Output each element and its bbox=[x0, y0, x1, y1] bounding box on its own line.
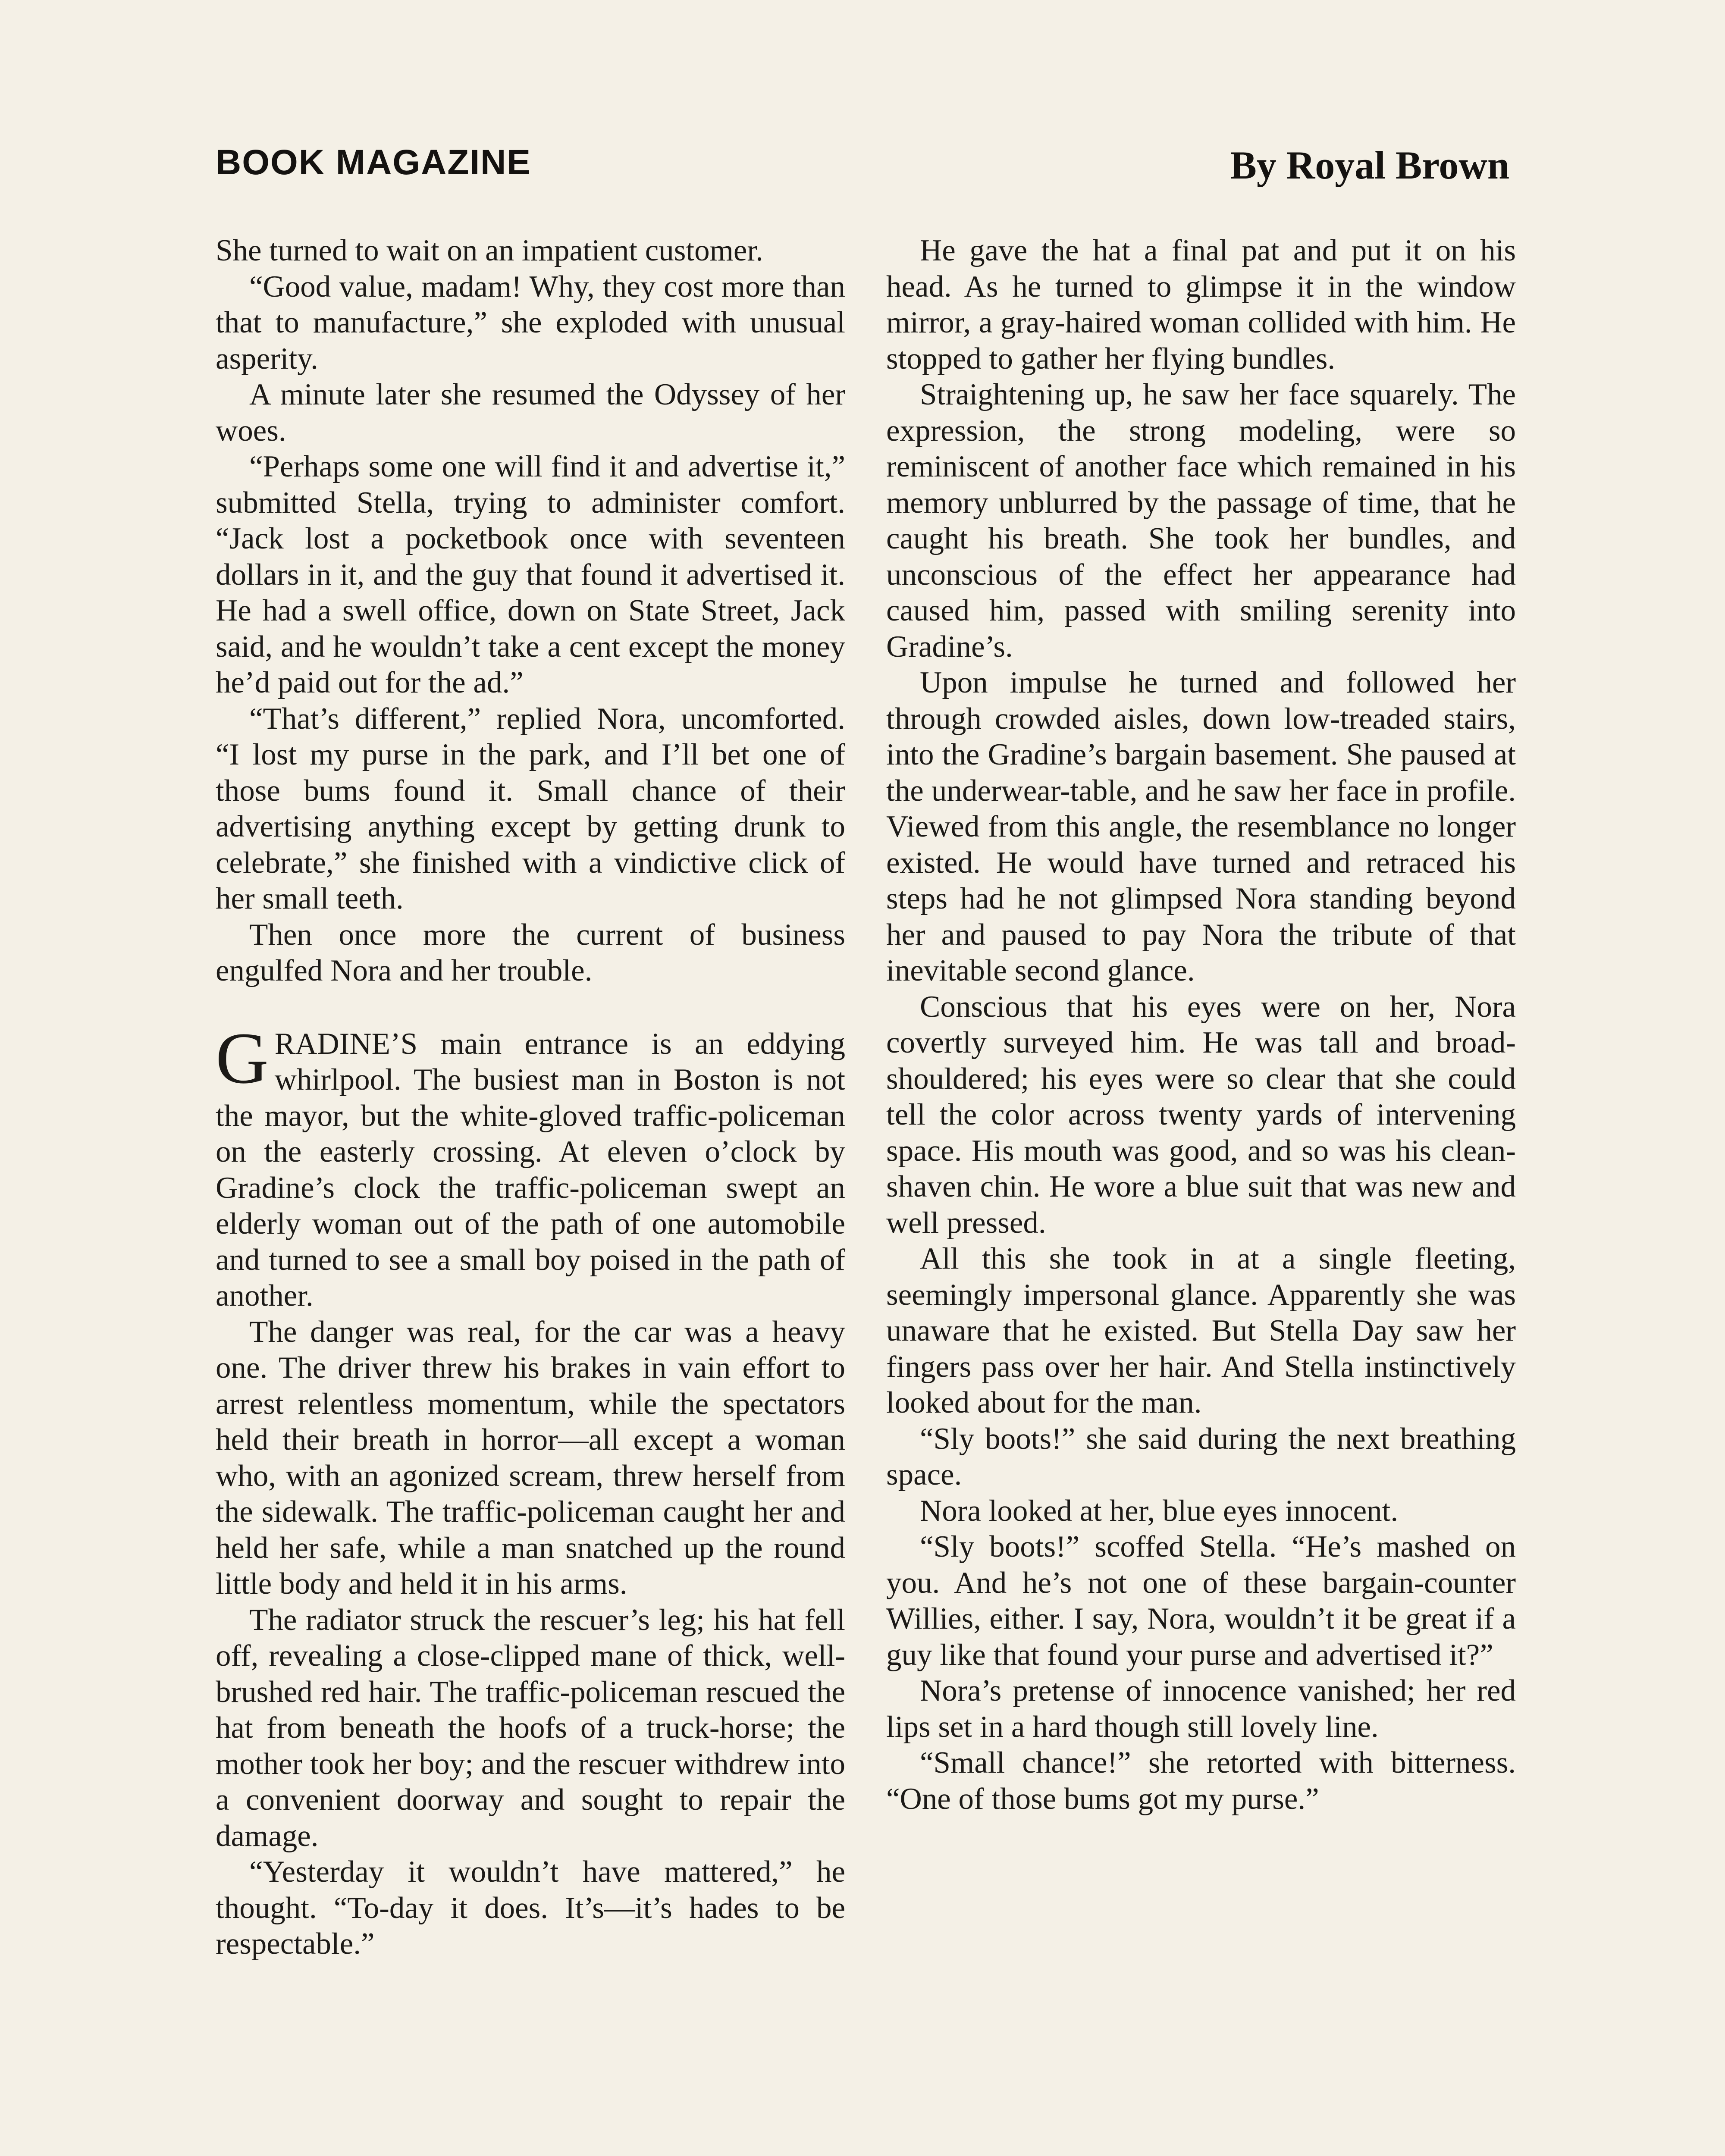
paragraph: “Yesterday it wouldn’t have mattered,” he thought. “To-day it does. It’s—it’s hades to be respectable.” bbox=[216, 1855, 845, 1961]
section-start-paragraph bbox=[216, 1017, 845, 1314]
paragraph: “Small chance!” she retorted with bitterness. “One of those bums got my purse.” bbox=[886, 1746, 1516, 1816]
paragraph: Nora looked at her, blue eyes innocent. bbox=[920, 1494, 1399, 1528]
paragraph: The danger was real, for the car was a heavy one. The driver threw his brakes in vain effort to arrest relentless momentum, while the spectators held their breath in horror—all except a woman who, with an agonized scream, threw herself from the sidewalk. The traffic-policeman caught her and held her safe, while a man snatched up the round little body and held it in his arms. bbox=[216, 1315, 845, 1601]
paragraph: “Good value, madam! Why, they cost more than that to manufacture,” she exploded with unusual asperity. bbox=[216, 270, 845, 376]
paragraph: The radiator struck the rescuer’s leg; his hat fell off, revealing a close-clipped mane of thick, well-brushed red hair. The traffic-policeman rescued the hat from beneath the hoofs of a truck-horse; the mother took her boy; and the rescuer withdrew into a convenient doorway and sought to repair the damage. bbox=[216, 1603, 845, 1853]
paragraph: Straightening up, he saw her face squarely. The expression, the strong modeling, were so reminiscent of another face which remained in his memory unblurred by the passage of time, that he caught his breath. She took her bundles, and unconscious of the effect her appearance had caused him, passed with smiling serenity into Gradine’s. bbox=[886, 378, 1516, 664]
paragraph: “That’s different,” replied Nora, uncomforted. “I lost my purse in the park, and I’ll bet one of those bums found it. Small chance of their advertising anything except by getting drunk to celebrate,” she finished with a vindictive click of her small teeth. bbox=[216, 702, 845, 915]
paragraph: Conscious that his eyes were on her, Nora covertly surveyed him. He was tall and broad-shouldered; his eyes were so clear that she could tell the color across twenty yards of intervening space. His mouth was good, and so was his clean-shaven chin. He wore a blue suit that was new and well pressed. bbox=[886, 990, 1516, 1240]
paragraph: He gave the hat a final pat and put it on his head. As he turned to glimpse it in the window mirror, a gray-haired woman collided with him. He stopped to gather her flying bundles. bbox=[886, 234, 1516, 376]
paragraph: Nora’s pretense of innocence vanished; her red lips set in a hard though still lovely line. bbox=[886, 1674, 1516, 1744]
paragraph: “Sly boots!” scoffed Stella. “He’s mashed on you. And he’s not one of these bargain-counter Willies, either. I say, Nora, wouldn’t it be great if a guy like that found your purse and advertised it?” bbox=[886, 1530, 1516, 1672]
paragraph: All this she took in at a single fleeting, seemingly impersonal glance. Apparently she was unaware that he existed. But Stella Day saw her fingers pass over her hair. And Stella instinctively looked about for the man. bbox=[886, 1242, 1516, 1420]
paragraph: A minute later she resumed the Odyssey of her woes. bbox=[216, 378, 845, 448]
drop-cap: G bbox=[216, 1017, 269, 1099]
left-column bbox=[216, 233, 845, 1962]
paragraph: Then once more the current of business engulfed Nora and her trouble. bbox=[216, 918, 845, 987]
paragraph-text: RADINE’S main entrance is an eddying whirlpool. The busiest man in Boston is not the mayor, but the white-gloved traffic-policeman on the easterly crossing. At eleven o’clock by Gradine’s clock the traffic-policeman swept an elderly woman out of the path of one automobile and turned to see a small boy poised in the path of another. bbox=[216, 1027, 845, 1313]
magazine-title: BOOK MAGAZINE bbox=[216, 143, 532, 182]
paragraph: “Perhaps some one will find it and advertise it,” submitted Stella, trying to administer comfort. “Jack lost a pocketbook once with seventeen dollars in it, and the guy that found it advertised it. He had a swell office, down on State Street, Jack said, and he wouldn’t take a cent except the money he’d paid out for the ad.” bbox=[216, 450, 845, 699]
paragraph: She turned to wait on an impatient customer. bbox=[216, 234, 763, 267]
paragraph: Upon impulse he turned and followed her through crowded aisles, down low-treaded stairs, into the Gradine’s bargain basement. She paused at the underwear-table, and he saw her face in profile. Viewed from this angle, the resemblance no longer existed. He would have turned and retraced his steps had he not glimpsed Nora standing beyond her and paused to pay Nora the tribute of that inevitable second glance. bbox=[886, 666, 1516, 987]
author-byline: By Royal Brown bbox=[1230, 143, 1509, 187]
running-header bbox=[216, 142, 1509, 198]
paragraph: “Sly boots!” she said during the next breathing space. bbox=[886, 1422, 1516, 1492]
right-column bbox=[886, 233, 1516, 1817]
